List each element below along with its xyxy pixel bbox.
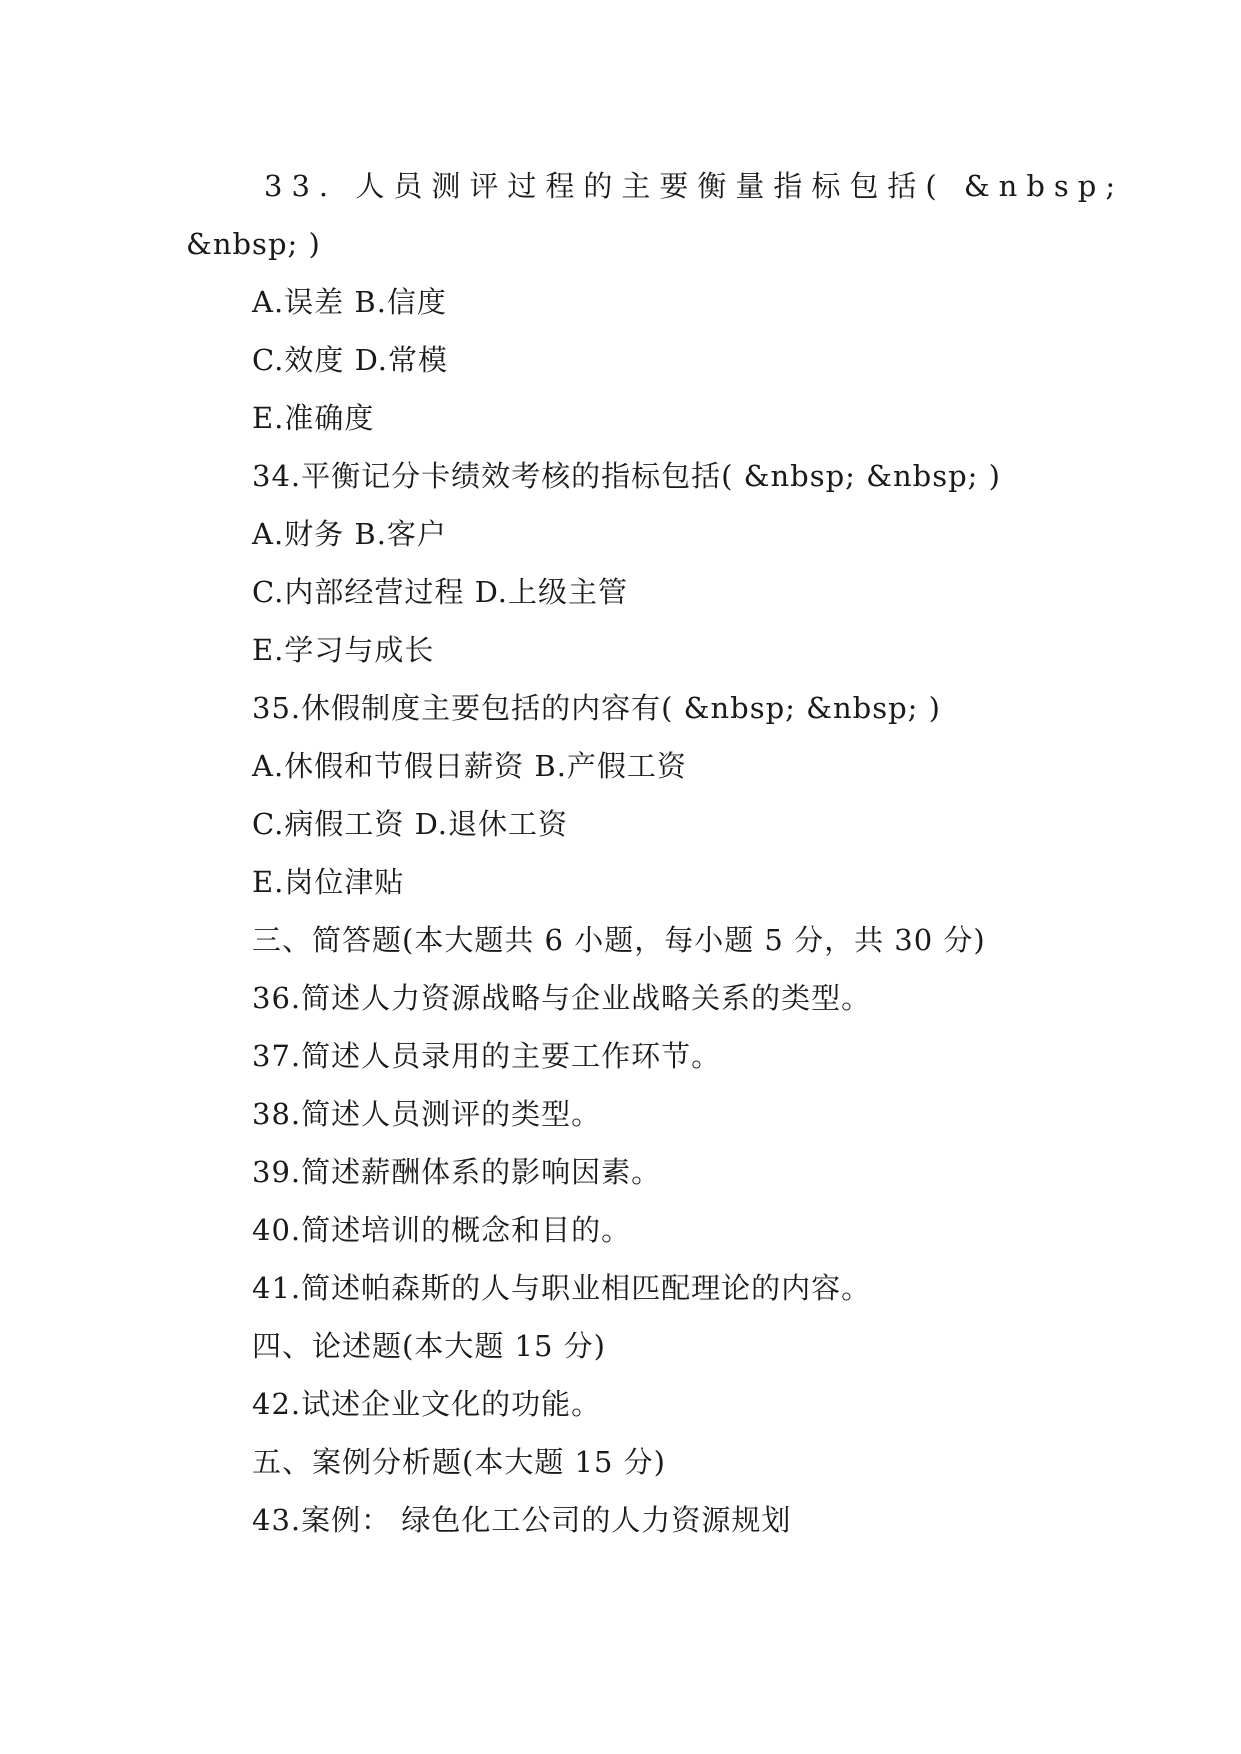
question-40-text: 40.简述培训的概念和目的。: [252, 1213, 632, 1247]
question-35-option-e: E.岗位津贴: [252, 865, 405, 899]
question-33-options-cd: C.效度 D.常模: [252, 343, 449, 377]
section-3-heading: 三、简答题(本大题共 6 小题，每小题 5 分，共 30 分): [252, 923, 986, 957]
question-35-text: 35.休假制度主要包括的内容有( &nbsp; &nbsp; ): [252, 691, 941, 725]
question-41-text: 41.简述帕森斯的人与职业相匹配理论的内容。: [252, 1271, 872, 1305]
question-37-text: 37.简述人员录用的主要工作环节。: [252, 1039, 722, 1073]
question-33-text-line-2: &nbsp; ): [186, 227, 321, 261]
question-33-text-line-1: 33. 人员测评过程的主要衡量指标包括( &nbsp;: [264, 169, 1125, 203]
question-35-options-cd: C.病假工资 D.退休工资: [252, 807, 569, 841]
question-39-text: 39.简述薪酬体系的影响因素。: [252, 1155, 662, 1189]
section-4-heading: 四、论述题(本大题 15 分): [252, 1329, 606, 1363]
section-5-heading: 五、案例分析题(本大题 15 分): [252, 1445, 666, 1479]
question-38-text: 38.简述人员测评的类型。: [252, 1097, 602, 1131]
question-34-option-e: E.学习与成长: [252, 633, 435, 667]
question-35-options-ab: A.休假和节假日薪资 B.产假工资: [252, 749, 687, 783]
question-42-text: 42.试述企业文化的功能。: [252, 1387, 602, 1421]
question-34-text: 34.平衡记分卡绩效考核的指标包括( &nbsp; &nbsp; ): [252, 459, 1001, 493]
question-43-text: 43.案例： 绿色化工公司的人力资源规划: [252, 1503, 792, 1537]
question-33-options-ab: A.误差 B.信度: [252, 285, 447, 319]
question-33-option-e: E.准确度: [252, 401, 375, 435]
question-34-options-ab: A.财务 B.客户: [252, 517, 447, 551]
question-34-options-cd: C.内部经营过程 D.上级主管: [252, 575, 629, 609]
question-36-text: 36.简述人力资源战略与企业战略关系的类型。: [252, 981, 872, 1015]
